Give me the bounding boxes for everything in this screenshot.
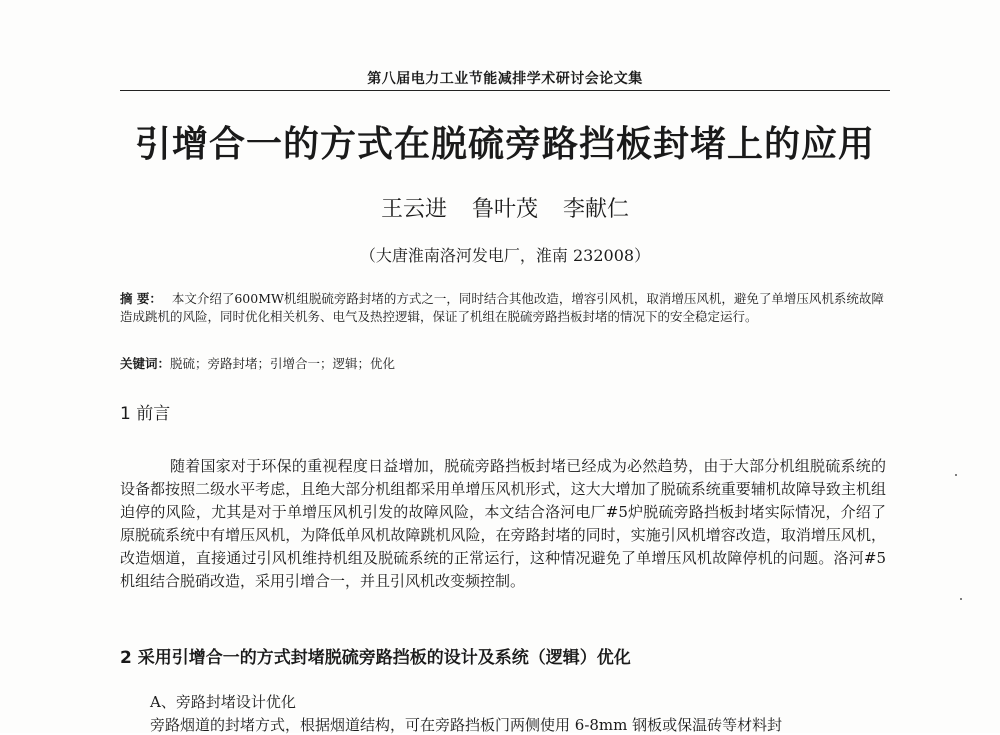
section-2-heading: 2 采用引增合一的方式封堵脱硫旁路挡板的设计及系统（逻辑）优化 (120, 648, 631, 668)
header-rule (120, 90, 890, 91)
section-1-heading: 1 前言 (120, 404, 171, 424)
paper-affiliation: （大唐淮南洛河发电厂，淮南 232008） (359, 246, 651, 265)
paper-title: 引增合一的方式在脱硫旁路挡板封堵上的应用 (134, 124, 875, 165)
keywords-label: 关键词： (120, 356, 171, 371)
keywords (120, 354, 888, 372)
scan-speck (955, 474, 957, 476)
scan-speck (960, 598, 962, 600)
paper-authors: 王云进 鲁叶茂 李献仁 (381, 197, 629, 222)
section-2a-heading: A、旁路封堵设计优化 (150, 693, 296, 711)
abstract (120, 290, 888, 326)
abstract-label: 摘 要： (120, 291, 162, 306)
keywords-text: 脱硫；旁路封堵；引增合一；逻辑；优化 (170, 356, 396, 371)
abstract-text: 本文介绍了600MW机组脱硫旁路封堵的方式之一，同时结合其他改造，增容引风机，取消增压风机，避免了单增压风机系统故障造成跳机的风险，同时优化相关机务、电气及热控逻辑，保证了机组在脱硫旁路挡板封堵的情况下的安全稳定运行。 (120, 291, 884, 324)
proceedings-header: 第八届电力工业节能减排学术研讨会论文集 (367, 71, 643, 87)
section-1-body: 随着国家对于环保的重视程度日益增加，脱硫旁路挡板封堵已经成为必然趋势，由于大部分机组脱硫系统的设备都按照二级水平考虑，且绝大部分机组都采用单增压风机形式，这大大增加了脱硫系统重要辅机故障导致主机组迫停的风险，尤其是对于单增压风机引发的故障风险，本文结合洛河电厂#5炉脱硫旁路挡板封堵实际情况，介绍了原脱硫系统中有增压风机，为降低单风机故障跳机风险，在旁路封堵的同时，实施引风机增容改造，取消增压风机，改造烟道，直接通过引风机维持机组及脱硫系统的正常运行，这种情况避免了单增压风机故障停机的问题。洛河#5机组结合脱硝改造，采用引增合一，并且引风机改变频控制。 (120, 457, 886, 590)
section-2a-text: 旁路烟道的封堵方式，根据烟道结构，可在旁路挡板门两侧使用 6-8mm 钢板或保温砖等材料封 (150, 716, 783, 734)
